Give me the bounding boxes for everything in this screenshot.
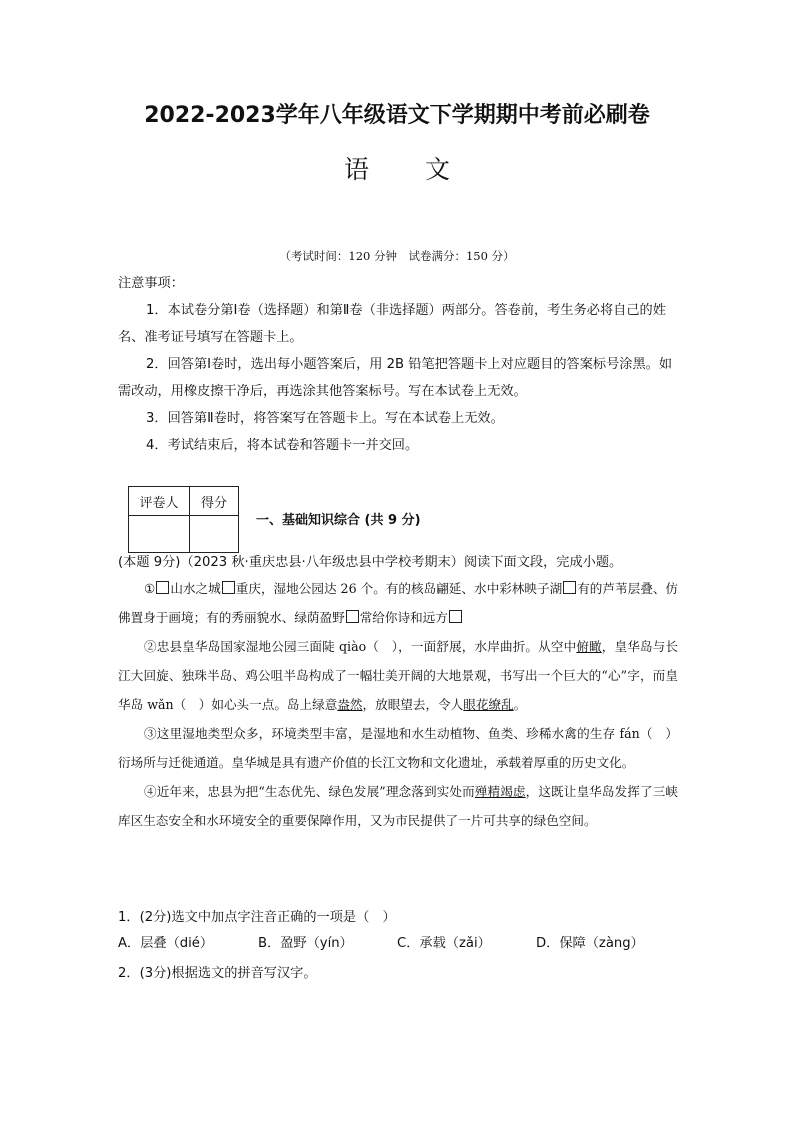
- score-label: 得分: [190, 487, 239, 516]
- passage-text: ，放眼望去，令人: [362, 697, 464, 712]
- notice-item: 2．回答第Ⅰ卷时，选出每小题答案后，用 2B 铅笔把答题卡上对应题目的答案标号涂黑。如需改动，用橡皮擦干净后，再选涂其他答案标号。写在本试卷上无效。: [118, 357, 673, 399]
- exam-title: 2022-2023学年八年级语文下学期期中考前必刷卷: [144, 103, 650, 128]
- blank-box: [222, 581, 235, 594]
- question-1: 1．(2分)选文中加点字注音正确的一项是（ ）: [118, 910, 396, 925]
- passage-text: 有的芦苇层叠、仿佛置身于画境；有的秀丽貌水、绿荫盈野: [118, 581, 679, 625]
- passage-text: ，皇华岛与长江大回旋、独珠半岛、鸡公咀半岛构成了一幅壮美开阔的大地景观，书写出一个巨大的“心”字，而皇华岛 wǎn（ ）如心头一点。岛上绿意: [118, 639, 678, 712]
- blank-box: [346, 610, 359, 623]
- notice-item: 1．本试卷分第Ⅰ卷（选择题）和第Ⅱ卷（非选择题）两部分。答卷前，考生务必将自己的姓名、准考证号填写在答题卡上。: [118, 303, 666, 345]
- grader-label: 评卷人: [129, 487, 190, 516]
- option-c: C．承载（zǎi）: [397, 936, 491, 951]
- notice-heading: 注意事项：: [118, 276, 184, 291]
- blank-box: [449, 610, 462, 623]
- passage-text: 重庆，湿地公园达 26 个。有的核岛翩延、水中彩林映子湖: [235, 581, 563, 596]
- passage-text: 。: [513, 697, 527, 712]
- question-2: 2．(3分)根据选文的拼音写汉字。: [118, 966, 317, 981]
- section-intro: (本题 9分)（2023 秋·重庆忠县·八年级忠县中学校考期末）阅读下面文段，完成小题。: [118, 555, 623, 570]
- passage-text: 常给你诗和远方: [359, 610, 448, 625]
- option-d: D．保障（zàng）: [536, 936, 644, 951]
- underlined-word: 殚精竭虑: [474, 784, 526, 799]
- passage-paragraph-2: [118, 632, 678, 719]
- blank-box: [156, 581, 169, 594]
- blank-box: [563, 581, 576, 594]
- reading-passage: [118, 574, 678, 835]
- passage-text: ②忠县皇华岛国家湿地公园三面陡 qiào（ ），一面舒展，水岸曲折。从空中: [144, 639, 577, 654]
- passage-paragraph-1: [118, 574, 678, 632]
- passage-text: 山水之城: [170, 581, 221, 596]
- passage-text: ④近年来，忠县为把“生态优先、绿色发展”理念落到实处而: [144, 784, 475, 799]
- option-a: A．层叠（dié）: [118, 936, 214, 951]
- score-table: [128, 486, 239, 553]
- exam-info: （考试时间：120 分钟 试卷满分：150 分）: [279, 249, 515, 263]
- underlined-word: 眼花缭乱: [463, 697, 514, 712]
- notice-item: 4．考试结束后，将本试卷和答题卡一并交回。: [146, 438, 419, 453]
- passage-text: ，这既让皇华岛发挥了三峡库区生态安全和水环境安全的重要保障作用，又为市民提供了一片可共享的绿色空间。: [118, 784, 679, 828]
- notice-block: [118, 270, 678, 459]
- paragraph-number: ①: [144, 581, 156, 596]
- notice-item: 3．回答第Ⅱ卷时，将答案写在答题卡上。写在本试卷上无效。: [146, 411, 504, 426]
- passage-paragraph-4: [118, 777, 678, 835]
- passage-paragraph-3: ③这里湿地类型众多，环境类型丰富，是湿地和水生动植物、鱼类、珍稀水禽的生存 fán（ ）衍场所与迁徙通道。皇华城是具有遗产价值的长江文物和文化遗址，承载着厚重的历史文化。: [118, 726, 678, 770]
- subject-title: 语 文: [344, 155, 474, 184]
- option-b: B．盈野（yín）: [258, 936, 353, 951]
- grader-cell: [129, 516, 190, 553]
- section-heading: 一、基础知识综合 (共 9 分): [256, 513, 421, 528]
- underlined-word: 俯瞰: [576, 639, 602, 654]
- underlined-word: 盎然: [337, 697, 363, 712]
- score-cell: [190, 516, 239, 553]
